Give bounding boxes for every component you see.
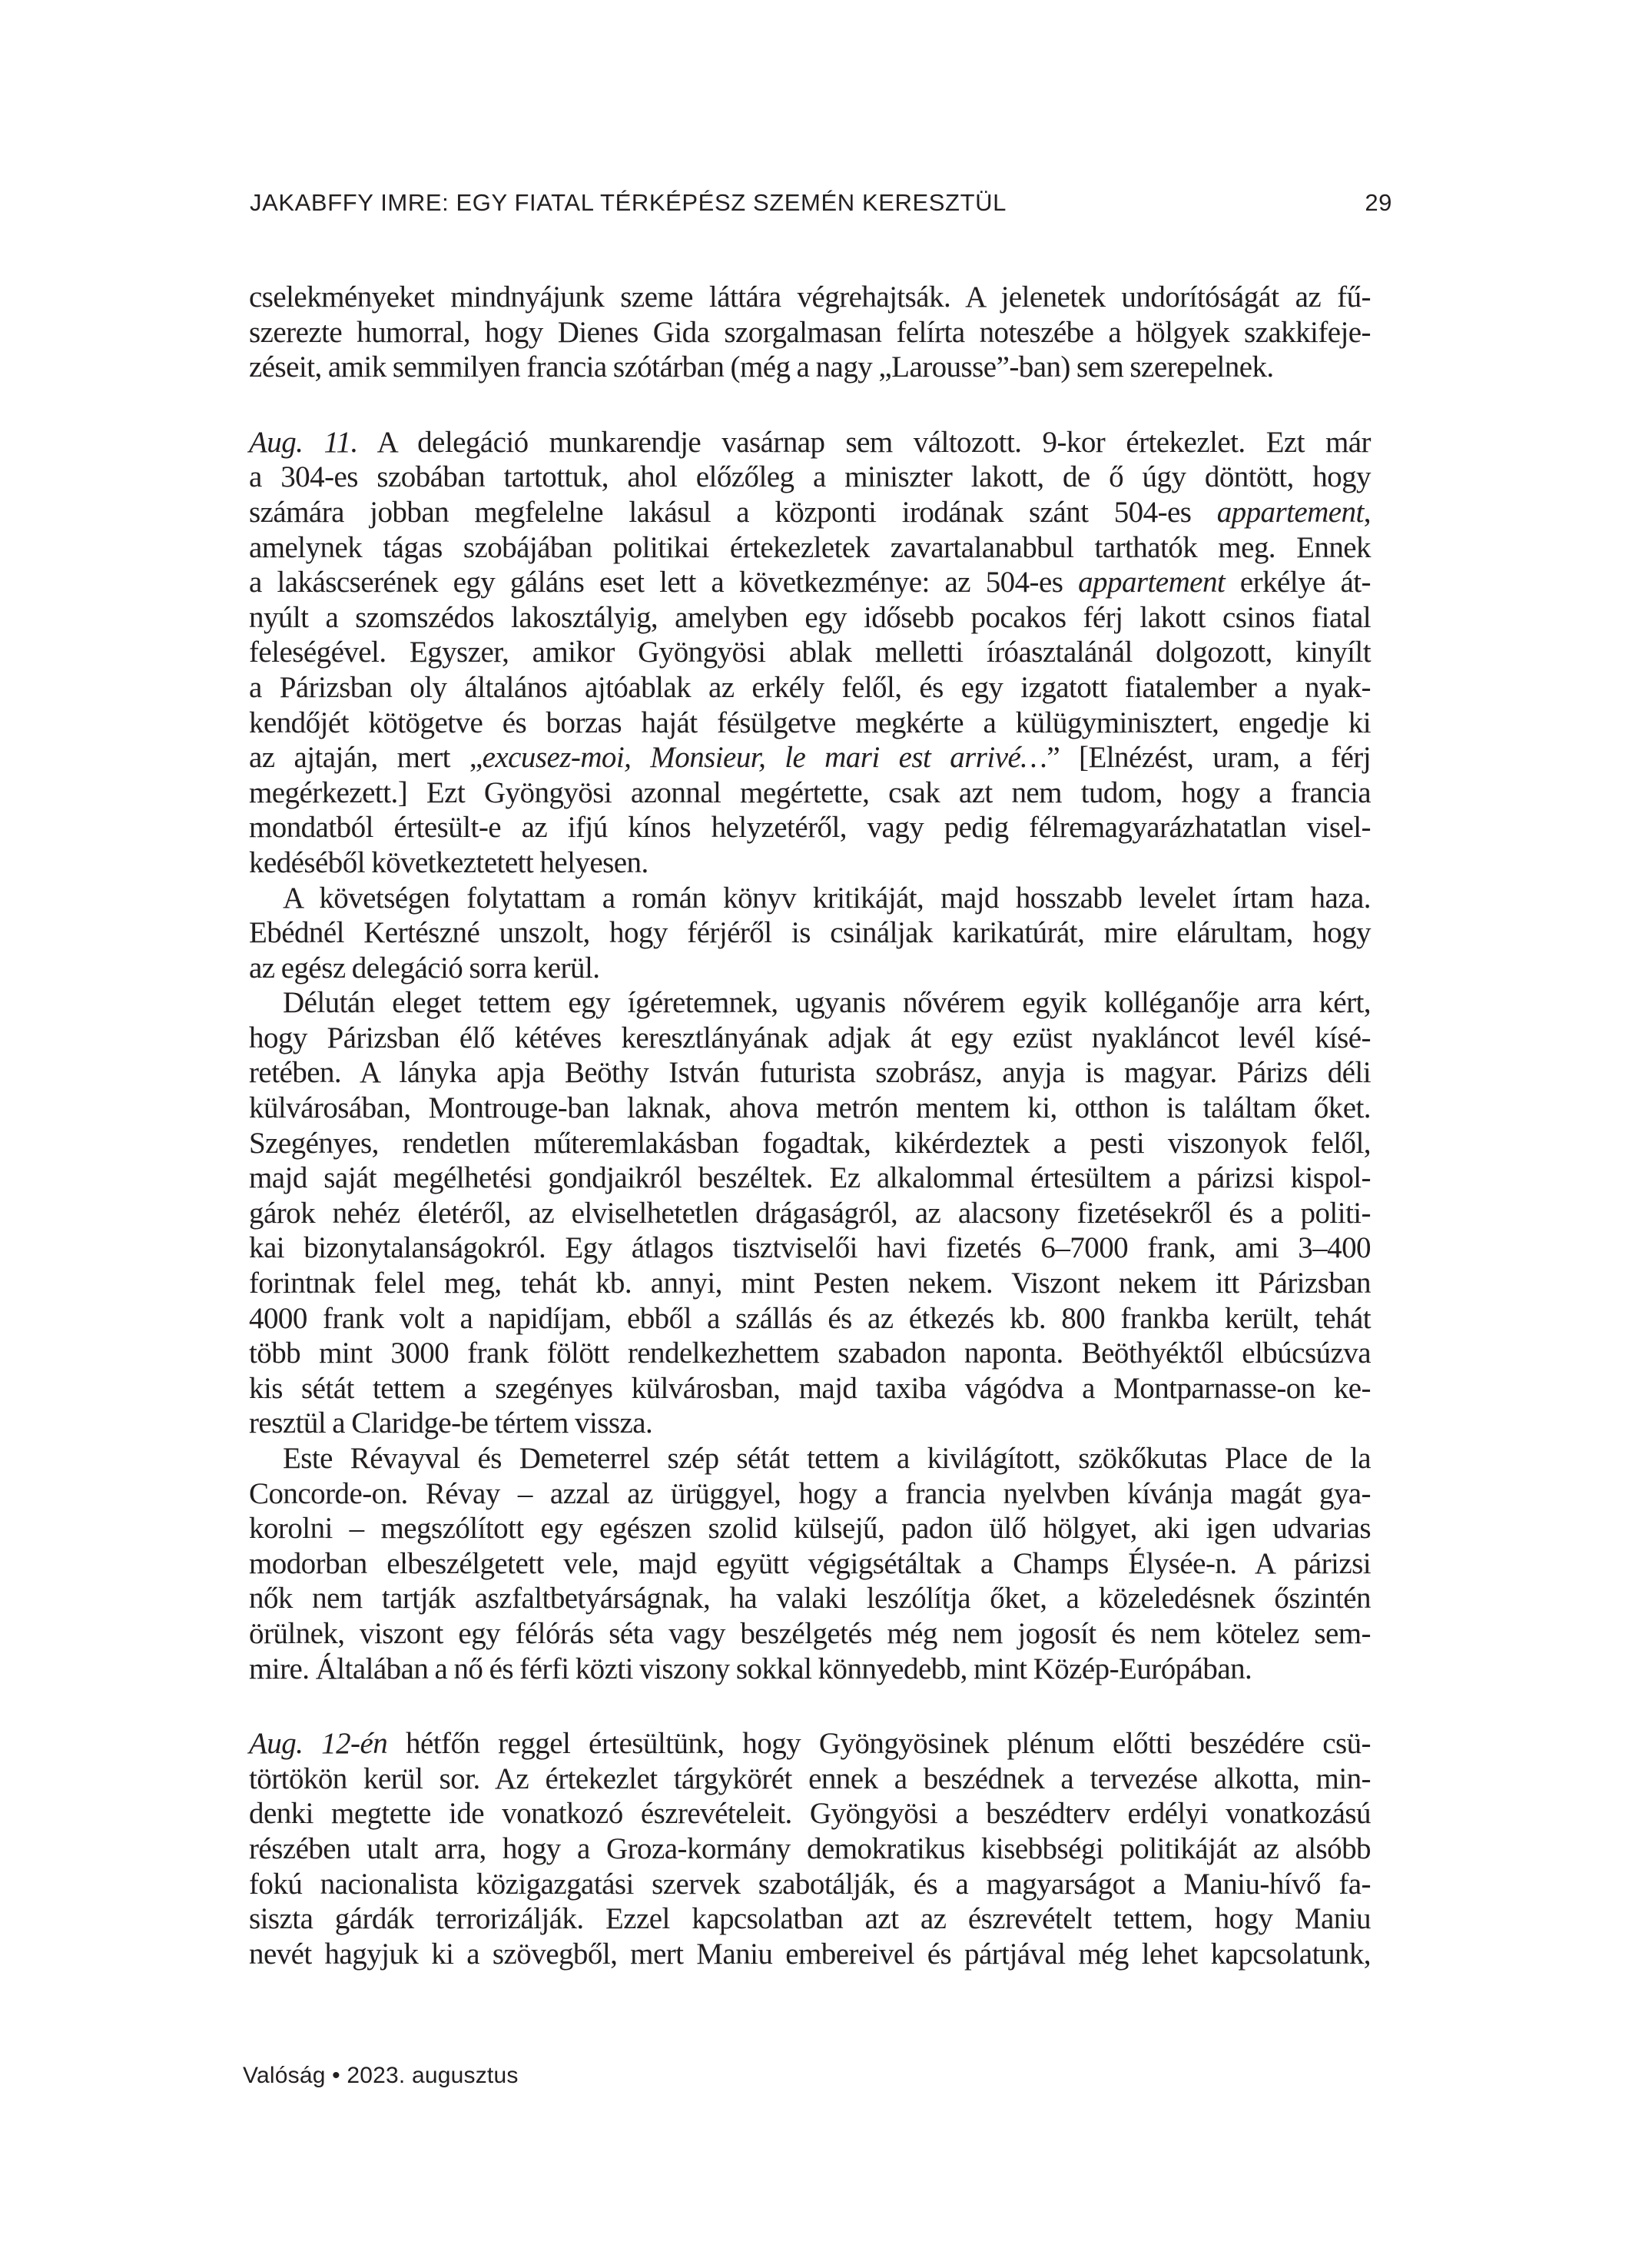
text-run: , [1363, 495, 1371, 529]
text-run: forintnak felel meg, tehát kb. annyi, mint Pesten nekem. Viszont nekem itt Párizsban [249, 1267, 1371, 1300]
text-line [249, 315, 1371, 350]
text-run: hogy Párizsban élő kétéves keresztlányának adjak át egy ezüst nyakláncot levél kísé- [249, 1021, 1371, 1054]
italic-text: appartement [1216, 495, 1364, 529]
text-line [249, 1301, 1371, 1337]
diary-section [249, 280, 1371, 385]
italic-text: excusez-moi, Monsieur, le mari est arrivé… [482, 741, 1047, 775]
text-line [249, 1511, 1371, 1546]
text-line [249, 1831, 1371, 1867]
text-run: az ajtaján, mert „ [249, 741, 483, 775]
issue-date: 2023. augusztus [347, 2063, 519, 2088]
text-line [249, 1055, 1371, 1091]
text-run: 4000 frank volt a napidíjam, ebből a szállás és az étkezés kb. 800 frankba került, tehát [249, 1301, 1371, 1335]
text-run: resztül a Claridge-be tértem vissza. [249, 1406, 653, 1440]
text-run: retében. A lányka apja Beöthy István futurista szobrász, anyja is magyar. Párizs déli [249, 1056, 1371, 1090]
text-run: nők nem tartják aszfaltbetyárságnak, ha valaki leszólítja őket, a közeledésnek őszintén [249, 1582, 1371, 1615]
text-line [249, 706, 1371, 741]
text-run: nevét hagyjuk ki a szövegből, mert Maniu embereivel és pártjával még lehet kapcsolatunk, [249, 1937, 1371, 1971]
text-run: feleségével. Egyszer, amikor Gyöngyösi ablak melletti íróasztalánál dolgozott, kinyílt [249, 636, 1371, 669]
diary-section [249, 1726, 1371, 1971]
text-run: a Párizsban oly általános ajtóablak az erkély felől, és egy izgatott fiatalember a nyak- [249, 670, 1371, 704]
text-line [249, 280, 1371, 315]
text-line [249, 1230, 1371, 1266]
text-line [249, 1196, 1371, 1231]
footer-separator: • [332, 2063, 340, 2088]
text-run: modorban elbeszélgetett vele, majd együtt végigsétáltak a Champs Élysée-n. A párizsi [249, 1546, 1371, 1580]
text-run: gárok nehéz életéről, az elviselhetetlen drágaságról, az alacsony fizetésekről és a politi- [249, 1196, 1371, 1230]
text-run: Ebédnél Kertészné unszolt, hogy férjéről is csináljak karikatúrát, mire elárultam, hogy [249, 916, 1371, 950]
page-footer [243, 2063, 519, 2089]
text-line [249, 915, 1371, 951]
text-run: Este Révayval és Demeterrel szép sétát tettem a kivilágított, szökőkutas Place de la [283, 1442, 1371, 1475]
text-run: mire. Általában a nő és férfi közti viszony sokkal könnyedebb, mint Közép-Európában. [249, 1652, 1252, 1685]
text-line [249, 740, 1371, 775]
text-run: A követségen folytattam a román könyv kritikáját, majd hosszabb levelet írtam haza. [283, 881, 1371, 915]
text-run: örülnek, viszont egy félórás séta vagy beszélgetés még nem jogosít és nem kötelez sem- [249, 1616, 1371, 1650]
text-line [249, 1652, 1371, 1687]
text-run: több mint 3000 frank fölött rendelkezhettem szabadon naponta. Beöthyéktől elbúcsúzva [249, 1337, 1371, 1370]
text-run: amelynek tágas szobájában politikai értekezletek zavartalanabbul tarthatók meg. Ennek [249, 530, 1371, 564]
text-line [249, 1441, 1371, 1476]
text-run: mondatból értesült-e az ifjú kínos helyzetéről, vagy pedig félremagyarázhatatlan visel- [249, 811, 1371, 845]
text-line [249, 1762, 1371, 1797]
text-run: Concorde-on. Révay – azzal az ürüggyel, hogy a francia nyelvben kívánja magát gya- [249, 1476, 1371, 1510]
diary-section [249, 425, 1371, 1686]
text-run: siszta gárdák terrorizálják. Ezzel kapcsolatban azt az észrevételt tettem, hogy Maniu [249, 1902, 1371, 1936]
text-line [249, 845, 1371, 881]
italic-text: Aug. 11. [249, 425, 358, 459]
text-run: számára jobban megfelelne lakásul a központi irodának szánt 504-es [249, 495, 1217, 529]
page-number: 29 [1365, 189, 1392, 216]
text-line [249, 775, 1371, 811]
text-line [249, 1616, 1371, 1652]
text-line [249, 670, 1371, 706]
text-run: hétfőn reggel értesültünk, hogy Gyöngyösinek plénum előtti beszédére csü- [387, 1727, 1371, 1761]
text-run: szerezte humorral, hogy Dienes Gida szorgalmasan felírta noteszébe a hölgyek szakkifeje- [249, 315, 1371, 349]
text-line [249, 1901, 1371, 1937]
running-head [250, 189, 1392, 217]
text-run: kendőjét kötögetve és borzas haját fésülgetve megkérte a külügyminisztert, engedje ki [249, 706, 1371, 739]
text-line [249, 425, 1371, 460]
text-run: erkélye át- [1225, 566, 1371, 599]
text-run: megérkezett.] Ezt Gyöngyösi azonnal megértette, csak azt nem tudom, hogy a francia [249, 775, 1371, 809]
text-line [249, 1371, 1371, 1406]
text-run: kis sétát tettem a szegényes külvárosban, majd taxiba vágódva a Montparnasse-on ke- [249, 1371, 1371, 1405]
text-line [249, 1476, 1371, 1512]
section-break [249, 385, 1371, 425]
text-run: részében utalt arra, hogy a Groza-kormány demokratikus kisebbségi politikáját az alsóbb [249, 1831, 1371, 1865]
text-line [249, 881, 1371, 916]
running-title: JAKABFFY IMRE: EGY FIATAL TÉRKÉPÉSZ SZEMÉN KERESZTÜL [250, 189, 1007, 216]
text-run: korolni – megszólított egy egészen szolid külsejű, padon ülő hölgyet, aki igen udvarias [249, 1512, 1371, 1546]
text-run: ” [Elnézést, uram, a férj [1047, 741, 1371, 775]
italic-text: Aug. 12-én [249, 1727, 388, 1761]
text-line [249, 495, 1371, 530]
text-line [249, 565, 1371, 600]
text-run: Délután eleget tettem egy ígéretemnek, ugyanis nővérem egyik kolléganője arra kért, [283, 986, 1371, 1020]
journal-name: Valóság [243, 2063, 326, 2088]
text-run: A delegáció munkarendje vasárnap sem változott. 9-kor értekezlet. Ezt már [357, 425, 1371, 459]
text-run: denki megtette ide vonatkozó észrevételeit. Gyöngyösi a beszédterv erdélyi vonatkozású [249, 1797, 1371, 1831]
italic-text: appartement [1078, 566, 1226, 599]
article-body [249, 280, 1371, 1971]
text-line [249, 1161, 1371, 1196]
text-run: Szegényes, rendetlen műteremlakásban fogadtak, kikérdeztek a pesti viszonyok felől, [249, 1126, 1371, 1160]
text-run: zéseit, amik semmilyen francia szótárban (még a nagy „Larousse”-ban) sem szerepelnek. [249, 350, 1274, 384]
text-run: a 304-es szobában tartottuk, ahol előzőleg a miniszter lakott, de ő úgy döntött, hogy [249, 460, 1371, 494]
text-line [249, 350, 1371, 385]
text-run: majd saját megélhetési gondjaikról beszéltek. Ez alkalommal értesültem a párizsi kispol- [249, 1161, 1371, 1195]
text-run: törtökön kerül sor. Az értekezlet tárgykörét ennek a beszédnek a tervezése alkotta, min- [249, 1762, 1371, 1795]
text-line [249, 1021, 1371, 1056]
text-line [249, 1581, 1371, 1616]
text-run: a lakáscserének egy gáláns eset lett a következménye: az 504-es [249, 566, 1079, 599]
text-line [249, 635, 1371, 670]
text-line [249, 460, 1371, 495]
text-line [249, 951, 1371, 986]
text-run: cselekményeket mindnyájunk szeme láttára végrehajtsák. A jelenetek undorítóságát az fű- [249, 281, 1371, 314]
text-line [249, 985, 1371, 1021]
text-line [249, 1091, 1371, 1126]
text-line [249, 600, 1371, 636]
text-line [249, 1796, 1371, 1831]
text-line [249, 1546, 1371, 1582]
text-run: kedéséből következtetett helyesen. [249, 845, 648, 879]
text-run: fokú nacionalista közigazgatási szervek szabotálják, és a magyarságot a Maniu-hívő fa- [249, 1867, 1371, 1901]
text-line [249, 1937, 1371, 1972]
text-line [249, 810, 1371, 845]
text-line [249, 1126, 1371, 1161]
text-line [249, 530, 1371, 566]
text-line [249, 1406, 1371, 1441]
text-run: kai bizonytalanságokról. Egy átlagos tisztviselői havi fizetés 6–7000 frank, ami 3–400 [249, 1231, 1371, 1265]
text-line [249, 1336, 1371, 1371]
text-run: az egész delegáció sorra kerül. [249, 951, 600, 985]
text-line [249, 1266, 1371, 1301]
text-line [249, 1726, 1371, 1762]
text-line [249, 1867, 1371, 1902]
section-break [249, 1686, 1371, 1726]
text-run: külvárosában, Montrouge-ban laknak, ahova metrón mentem ki, otthon is találtam őket. [249, 1091, 1371, 1125]
text-run: nyúlt a szomszédos lakosztályig, amelyben egy idősebb pocakos férj lakott csinos fiatal [249, 600, 1371, 634]
